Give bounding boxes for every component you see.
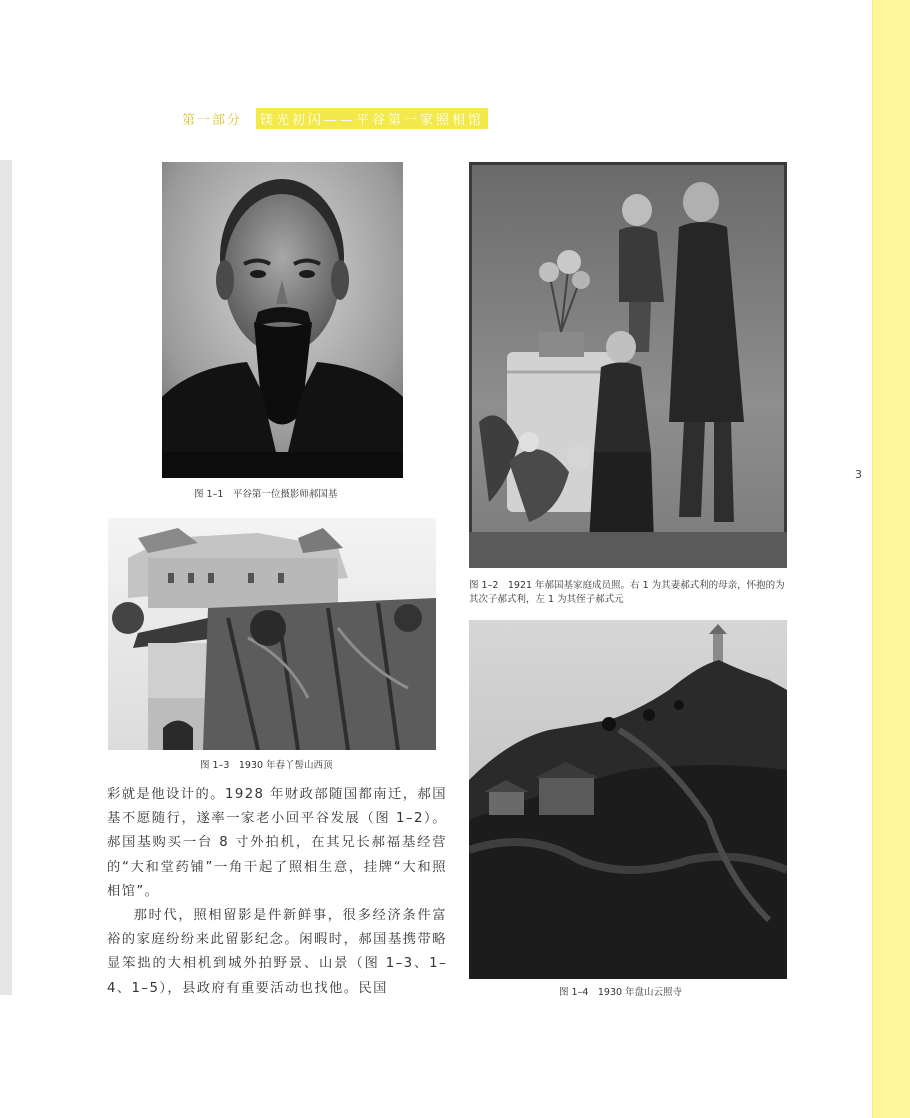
mountain-temple-photo [108,518,436,750]
figure-caption-1-4: 图 1–4 1930 年盘山云照寺 [559,987,683,998]
figure-caption-1-1: 图 1–1 平谷第一位摄影师郝国基 [194,489,338,500]
page-number: 3 [855,468,862,481]
body-paragraph: 那时代，照相留影是件新鲜事，很多经济条件富裕的家庭纷纷来此留影纪念。闲暇时，郝国基携带略显笨拙的大相机到城外拍野景、山景（图 1–3、1–4、1–5），县政府有重要活动也找他。民国 [107,908,447,996]
body-paragraph: 彩就是他设计的。1928 年财政部随国都南迁，郝国基不愿随行，遂率一家老小回平谷发展（图 1–2）。郝国基购买一台 8 寸外拍机，在其兄长郝福基经营的“大和堂药铺”一角干起了照相生意，挂牌“大和照相馆”。 [107,787,447,899]
page-gutter-band [0,160,12,995]
page-edge-band [872,0,910,1118]
header-chapter-title: 镁光初闪——平谷第一家照相馆 [256,108,488,129]
running-header [182,108,488,128]
figure-caption-1-2: 图 1–2 1921 年郝国基家庭成员照。右 1 为其妻郝式利的母亲，怀抱的为其次子郝式利，左 1 为其侄子郝式元 [469,580,785,605]
portrait-photo [162,162,403,478]
family-photo [469,162,787,568]
body-text [107,783,447,1001]
panshan-temple-photo [469,620,787,979]
figure-caption-1-3: 图 1–3 1930 年春丫髻山西顶 [200,760,333,771]
header-part-label: 第一部分 [182,112,243,128]
